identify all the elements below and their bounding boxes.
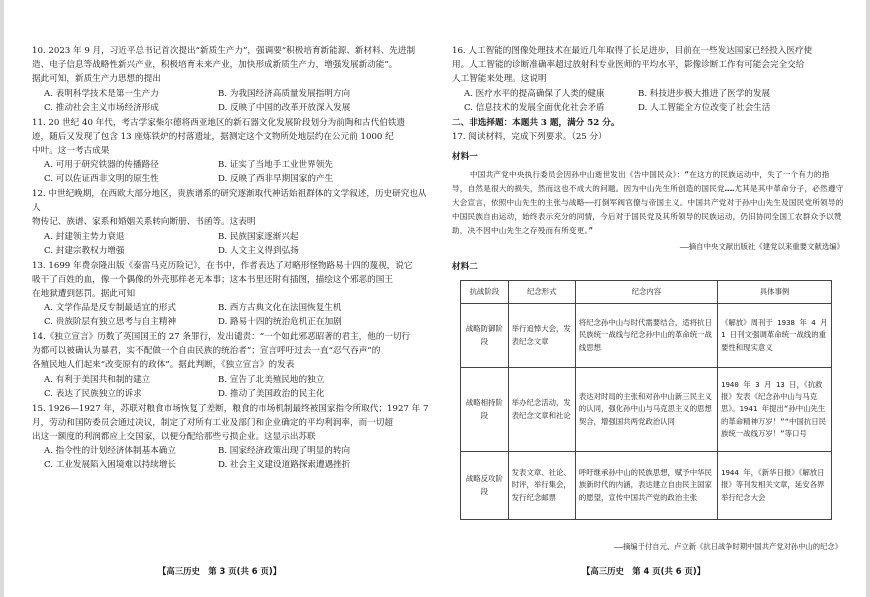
material-2-source: ——摘编于付自元、卢立新《抗日战争时期中国共产党对孙中山的纪念》	[614, 542, 842, 551]
option-c: C. 推动社会主义市场经济形成	[44, 102, 159, 113]
question-text-line: 物传记、族谱、家系和婚姻关系转向断册、书函等。这表明	[32, 217, 256, 228]
option-d: D. 推动了美国政治的民主化	[218, 388, 325, 399]
question-text-line: 吸干了百姓的血，像一个偶像的外壳那样老无本事；这本书里还附有插图，描绘这个邪恶的国王	[32, 274, 393, 285]
table-header-cell: 纪念形式	[508, 281, 575, 304]
question-text-line: 为都可以被确认为暴君，实不配做一个自由民族的统治者”；宣言呼吁过去一直“忍气吞声”的	[32, 346, 381, 357]
question-text-line: 月，劳动和国防委员会通过决议，制定了对所有工业及部门和企业确定的平均利润率，而一切超	[32, 417, 393, 428]
question-text-line: 据此可知，新质生产力思想的提出	[32, 74, 161, 85]
table-header-cell: 抗战阶段	[461, 281, 509, 304]
option-d: D. 反映了西非早期国家的产生	[218, 174, 334, 185]
question-text-line: 出这一额度的利润都应上交国家，以便分配给那些亏损企业。这显示出苏联	[32, 431, 316, 442]
option-c: C. 封建宗教权力增强	[44, 245, 125, 256]
option-a: A. 指令性的计划经济体制基本确立	[44, 446, 176, 457]
question-text-line: 中叶。这一考古成果	[32, 145, 110, 156]
material-1-text	[452, 168, 844, 238]
answer-options	[44, 87, 432, 115]
answer-options	[44, 158, 432, 186]
section-title: 二、非选择题：本题共 3 题，满分 52 分。	[452, 118, 620, 129]
question-text-line: 在地狱遭到惩罚。据此可知	[32, 288, 136, 299]
option-c: C. 信息技术的发展全面优化社会矛盾	[464, 102, 605, 113]
table-header-row	[461, 281, 832, 304]
option-a: A. 文学作品是反专制最适宜的形式	[44, 303, 176, 314]
option-d: D. 人文主义得到弘扬	[218, 245, 299, 256]
form-cell: 发表文章、社论、时评，举行集会，发行纪念邮票	[508, 452, 575, 520]
question-text-line: 用。人工智能的诊断准确率超过放射科专业医师的平均水平，影像诊断工作有可能会完全交给	[452, 60, 805, 71]
option-c: C. 工业发展陷入困境难以持续增长	[44, 460, 177, 471]
question-text-line: 16. 人工智能的图像处理技术在最近几年取得了长足进步，目前在一些发达国家已经投入医疗使	[452, 46, 813, 56]
question-text-line: 13. 1699 年费奈隆出版《泰雷马克历险记》，在书中，作者表达了对略形怪物路易十四的蔑视，说它	[32, 260, 413, 271]
question-text-line: 14.《独立宣言》历数了英国国王的 27 条罪行，发出谴责：“一个如此邪恶昭著的君主，他的一切行	[32, 332, 411, 343]
question-14	[32, 330, 432, 401]
table-row	[461, 452, 832, 520]
stage-cell: 战略相持阶段	[461, 368, 509, 452]
content-cell: 呼吁继承孙中山的民族思想，赋予中华民族新时代的内涵，表达建立自由民主国家的愿望，宣传中国共产党的政治主张	[575, 452, 717, 520]
option-d: D. 社会主义建设道路探索遭遇挫折	[218, 460, 351, 471]
table-row	[461, 368, 832, 452]
content-cell: 表达对时局的主张和对孙中山新三民主义的认同，强化孙中山与马克思主义的思想契合，增强国共两党政治认同	[575, 368, 717, 452]
option-a: A. 可用于研究铁器的传播路径	[44, 160, 159, 171]
table-header-cell: 具体事例	[718, 281, 832, 304]
question-text-line: 迹，随后又发现了包含 13 座炼铁炉的村落遗址，据测定这个文物所处地层约在公元前 1000 纪	[32, 131, 394, 142]
option-c: C. 表达了民族独立的诉求	[44, 388, 142, 399]
material-1-source: ——摘自中央文献出版社《建党以来重要文献选编》	[679, 241, 844, 251]
left-column	[32, 44, 432, 473]
answer-options	[44, 301, 432, 329]
option-d: D. 路易十四的统治危机正在加剧	[218, 317, 342, 328]
question-16	[452, 44, 844, 115]
example-cell: 1944 年，《新华日报》《解放日报》等刊发相关文章，延安各界举行纪念大会	[718, 452, 832, 520]
option-b: B. 宣告了北美殖民地的独立	[218, 374, 325, 385]
option-a: A. 封建领主势力衰退	[44, 231, 125, 242]
question-text-line: 人工智能来处理。这说明	[452, 74, 547, 85]
material-2-table	[460, 280, 832, 520]
option-c: C. 可以佐证西非文明的原生性	[44, 174, 159, 185]
material-2-title: 材料二	[452, 261, 478, 272]
stage-cell: 战略反攻阶段	[461, 452, 509, 520]
content-cell: 将纪念孙中山与时代需要结合，适将抗日民族统一战线与纪念孙中山的革命统一战线思想	[575, 304, 717, 368]
question-text-line: 15. 1926—1927 年，苏联对粮食市场恢复了差断，粮食的市场机制最终被国家指令所取代；1927 年 7	[32, 403, 429, 414]
question-13	[32, 259, 432, 330]
form-cell: 举办纪念活动，发表纪念文章和社论	[508, 368, 575, 452]
example-cell: 1940 年 3 月 13 日，《抗救报》发表《纪念孙中山与马克思》。1941 年提出“孙中山先生的革命精神万岁！”“中国抗日民族统一战线万岁！”等口号	[718, 368, 832, 452]
question-15	[32, 402, 432, 473]
question-text-line: 各殖民地人们起来“改变原有的政体”。据此判断，《独立宣言》的发表	[32, 360, 295, 371]
option-a: A. 医疗水平的提高确保了人类的健康	[464, 88, 605, 99]
answer-options	[464, 87, 844, 115]
option-b: B. 西方古典文化在法国恢复生机	[218, 303, 342, 314]
question-text-line: 造、电子信息等战略性新兴产业，积极培育未来产业，加快形成新质生产力，增强发展新动能”。	[32, 60, 398, 71]
material-1-title: 材料一	[452, 152, 478, 163]
option-d: D. 人工智能全方位改变了社会生活	[638, 102, 771, 113]
example-cell: 《解放》周刊于 1938 年 4 月 1 日刊文强调革命统一战线的重要性和现实意义	[718, 304, 832, 368]
form-cell: 举行追悼大会，发表纪念文章	[508, 304, 575, 368]
option-a: A. 有利于美国共和制的建立	[44, 374, 151, 385]
question-17-intro: 17. 阅读材料，完成下列要求。（25 分）	[452, 132, 607, 143]
question-text-line: 11. 20 世纪 40 年代，考古学家柴尔德将西亚地区的新石器文化发展阶段划分为前陶和古代伯铁遗	[32, 117, 406, 128]
answer-options	[44, 230, 432, 258]
material-1-paragraph: 中国共产党中央执行委员会因孙中山逝世发出《告中国民众》：“在这方的民族运动中，失了一个有力的指导，自然是很大的损失，然而这也不成大的问题。因为中山先生所创造的国民党……尤其是其中革命分子，必然遵守大会宣言，依照中山先生的主张与战略——打倒军阀官僚与帝国主义。中国共产党对于孙中山先生及国民党所领导的中国民族自由运动，始终表示充分的同情，今后对于国民党及其所领导的民族运动，仍旧协同全国工农群众予以赞助，决不因中山先生之存殁而有所变更。”	[452, 169, 844, 235]
table-header-cell: 纪念内容	[575, 281, 717, 304]
scan-edge-right	[866, 0, 870, 597]
option-b: B. 为我国经济高质量发展指明方向	[218, 88, 351, 99]
option-a: A. 表明科学技术是第一生产力	[44, 88, 159, 99]
answer-options	[44, 444, 432, 472]
table-row	[461, 304, 832, 368]
page-footer-left: 【高三历史 第 3 页(共 6 页)】	[158, 566, 282, 576]
question-10	[32, 44, 432, 115]
page-footer-right: 【高三历史 第 4 页(共 6 页)】	[582, 566, 706, 576]
answer-options	[44, 373, 432, 401]
question-12	[32, 187, 432, 258]
right-column	[452, 44, 844, 520]
question-text-line: 10. 2023 年 9 月，习近平总书记首次提出“新质生产力”，强调要“积极培育新能源、新材料、先进制	[32, 46, 416, 56]
option-b: B. 民族国家逐渐兴起	[218, 231, 299, 242]
stage-cell: 战略防御阶段	[461, 304, 509, 368]
option-b: B. 证实了当地手工业世界领先	[218, 160, 333, 171]
option-b: B. 国家经济政策出现了明显的转向	[218, 446, 351, 457]
option-c: C. 贵族阶层有独立思考与自主精神	[44, 317, 177, 328]
question-11	[32, 116, 432, 187]
question-text-line: 12. 中世纪晚期，在西欧大部分地区，贵族谱系的研究逐渐取代神话始祖群体的文学叙述，历史研究也从人	[32, 189, 427, 214]
option-d: D. 反映了中国的改革开放深入发展	[218, 102, 351, 113]
scan-edge-left	[0, 0, 4, 597]
option-b: B. 科技进步极大推进了医学的发展	[638, 88, 771, 99]
